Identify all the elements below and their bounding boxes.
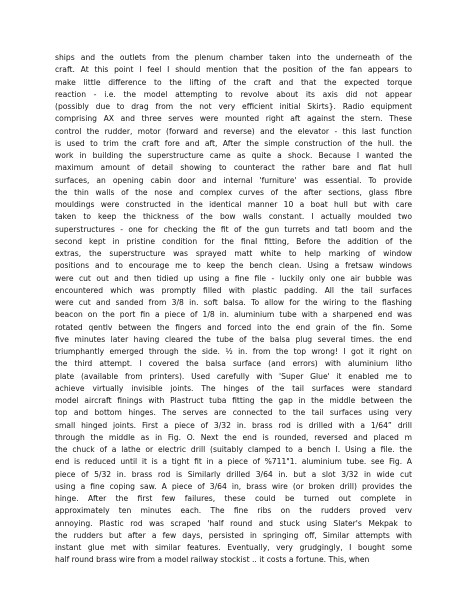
text-line: work in building the superstructure came as quite a shock. Because I wanted the [55,151,412,160]
text-line: triumphantly emerged through the side. ½ in. from the top wrong! I got it right on [55,347,412,356]
text-line: the rudders but after a few days, persisted in springing off, Similar attempts with [55,530,412,540]
text-line: hinge. After the first few failures, these could be turned out complete in [55,494,412,503]
text-line: encountered which was promptly filled with plastic padding. All the tail surfaces [55,285,412,295]
text-line: approximately ten minutes each. The fine ribs on the rudders proved verv [55,506,412,516]
text-line: five minutes later having cleared the tube of the balsa plug several times. the end [55,334,412,344]
text-line: superstructures - one for checking the fit of the gun turrets and tatl boom and the [55,224,412,234]
text-line: taken to keep the thickness of the bow walls constant. I actually moulded two [55,212,412,222]
text-line: the chuck of a lathe or electric drill (suitably clamped to a bench I. Using a file. the [55,445,412,454]
text-line: reaction - i.e. the model attempting to revolve about its axis did not appear [55,89,412,99]
text-line: control the rudder, motor (forward and reverse) and the elevator - this last function [55,126,412,136]
text-line: model aircraft finings with Plastruct tuba fitting the gap in the middle between the [55,396,412,405]
text-line: annoying. Plastic rod was scraped 'half round and stuck using Slater's Mekpak to [55,518,412,528]
text-line: maximum amount of detail showing to counteract the rather bare and flat hull [55,163,412,173]
text-line: beacon on the port fin a piece of 1/8 in. aluminium tube with a sharpened end was [55,310,412,320]
text-line: ships and the outlets from the plenum chamber taken into the underneath of the [55,53,412,62]
text-line: were cut out and then tidied up using a fine file - luckily only one air bubble was [55,273,412,283]
text-line: positions and to encourage me to keep the bench clean. Using a fretsaw windows [55,261,412,271]
text-line: make little difference to the lifting of the craft and that the expected torque [55,77,412,87]
text-line: rotated qentlv between the fingers and forced into the end grain of the fin. Some [55,322,412,332]
text-line: small hinged joints. First a piece of 3/32 in. brass rod is drilled with a 1/64” drill [55,420,412,430]
text-line: instant glue met with similar features. Eventually, very grudgingly, I bought some [55,543,412,552]
text-line: extras, the superstructure was sprayed matt white to help marking of window [55,249,412,258]
text-line: top and bottom hinges. The serves are connected to the tail surfaces using very [55,408,412,418]
text-line: half round brass wire from a model railway stockist .. it costs a fortune. This, when [55,555,370,565]
text-line: (possibly due to drag from the not very efficient initial Skirts}. Radio equipment [55,102,412,111]
text-line: is used to trim the craft fore and aft, After the simple construction of the hull. the [55,138,412,148]
text-line: craft. At this point I feel I should mention that the position of the fan appears to [55,65,412,75]
text-line: comprising AX and three serves were mounted right aft against the stern. These [55,114,412,124]
text-line: mouldings were constructed in the identical manner 10 a boat hull but with care [55,200,412,209]
text-line: achieve virtually invisible joints. The hinges of the tail surfaces were standard [55,383,412,393]
text-line: through the middle as in Fig. O. Next the end is rounded, reversed and placed m [55,432,412,442]
text-line: second kept in pristine condition for the final fitting, Before the addition of the [55,236,412,246]
body-text [55,52,412,567]
text-line: the thin walls of the nose and complex curves of the after sections, glass fibre [55,187,412,197]
text-line: end is reduced until it is a tight fit in a piece of %711"1. aluminium tube. see Fig. A [55,457,412,467]
text-line: plate (available from printers). Used carefully with 'Super Glue' it enabled me to [55,371,412,381]
text-line: were cut and sanded from 3/8 in. soft balsa. To allow for the wiring to the flashing [55,298,412,307]
text-line: surfaces, an opening cabin door and internal 'furniture' was essential. To provide [55,175,412,185]
text-line: piece of 5/32 in. brass rod is Similarly drilled 3/64 in. but a slot 3/32 in wide cut [55,469,412,479]
text-line: the third attempt. I covered the balsa surface (and errors) with aluminium litho [55,359,412,369]
text-line: using a fine coping saw. A piece of 3/64 in, brass wire (or broken drill) provides the [55,481,412,491]
